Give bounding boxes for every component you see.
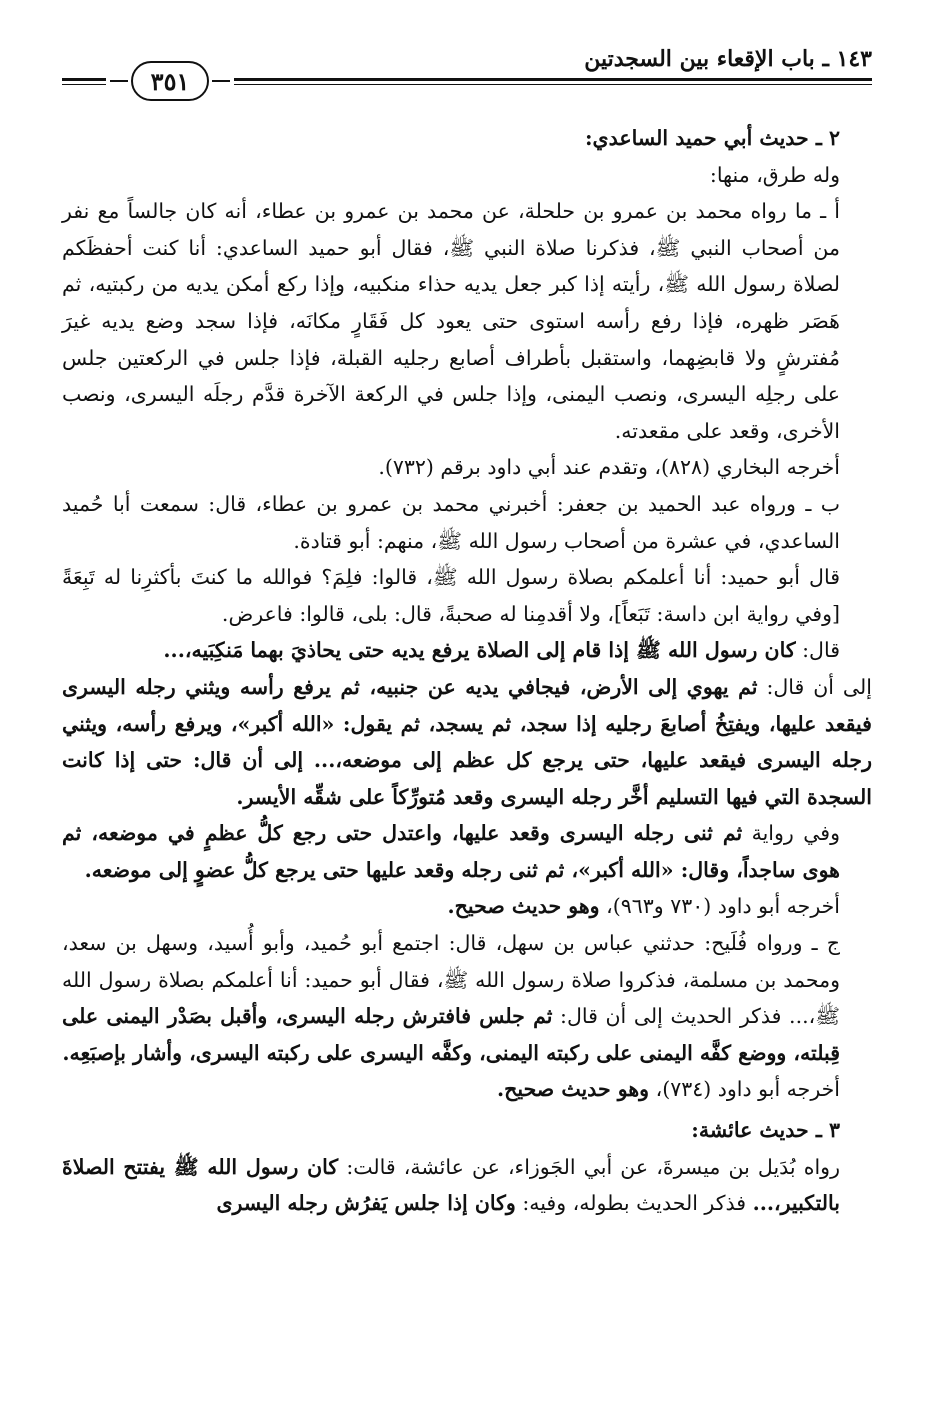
- hadith-text: ثم يهوي إلى الأرض، فيجافي يديه عن جنبيه، ثم يرفع رأسه ويثني رجله اليسرى فيقعد عليها، ويفتِخُ أصابعَ رجليه إذا سجد، ثم يسجد، ثم يقول: «الله أكبر»، ويرفع رأسه، ويثني رجله اليسرى فيقعد عليها، حتى يرجع كل عظم إلى موضعه،... إلى أن قال: حتى إذا كانت السجدة التي فيها التسليم أخَّر رجله اليسرى وقعد مُتورِّكاً على شقِّه الأيسر.: [62, 674, 872, 809]
- grading: وهو حديث صحيح.: [447, 894, 600, 919]
- paragraph: قال أبو حميد: أنا أعلمكم بصلاة رسول الله ﷺ، قالوا: فلِمَ؟ فوالله ما كنتَ بأكثرِنا له تَبِعَةً [وفي رواية ابن داسة: تَبَعاً]، ولا أقدمِنا له صحبةً، قال: بلى، قالوا: فاعرض.: [62, 565, 840, 626]
- hadith-text: وكان إذا جلس يَفرُش رجله اليسرى: [216, 1191, 516, 1216]
- paragraph: [62, 632, 872, 669]
- section-heading: ٢ ـ حديث أبي حميد الساعدي:: [584, 126, 840, 150]
- grading: وهو حديث صحيح.: [497, 1077, 650, 1102]
- section-heading: ٣ ـ حديث عائشة:: [691, 1118, 840, 1143]
- takhrij-line: [62, 1071, 872, 1108]
- takhrij-line: أخرجه البخاري (٨٢٨)، وتقدم عند أبي داود برقم (٧٣٢).: [378, 455, 840, 480]
- chapter-title: ١٤٣ ـ باب الإقعاء بين السجدتين: [584, 46, 872, 72]
- hadith-text: كان رسول الله ﷺ يفتتح الصلاةَ بالتكبير،...: [62, 1154, 840, 1216]
- page-number-badge: [106, 58, 234, 104]
- hadith-text: ثم جلس فافترش رجله اليسرى، وأقبل بصَدْر اليمنى على قِبلته، ووضع كفَّه اليمنى على ركبته اليمنى، وكفَّه اليسرى على ركبته اليسرى، وأشار بإصبَعِه.: [62, 1004, 840, 1065]
- paragraph: أ ـ ما رواه محمد بن عمرو بن حلحلة، عن محمد بن عمرو بن عطاء، أنه كان جالساً مع نفر من أصحاب النبي ﷺ، فذكرنا صلاة النبي ﷺ، فقال أبو حميد الساعدي: أنا كنت أحفظَكم لصلاة رسول الله ﷺ، رأيته إذا كبر جعل يديه حذاء منكبيه، وإذا ركع أمكن يديه من ركبتيه، ثم هَصَر ظهره، فإذا رفع رأسه استوى حتى يعود كل فَقَارٍ مكانَه، فإذا سجد وضع يديه غيرَ مُفترشٍ ولا قابضِهما، واستقبل بأطراف أصابع رجليه القبلة، فإذا جلس في الركعتين جلس على رجلِه اليسرى، ونصب اليمنى، وإذا جلس في الركعة الآخرة قدَّم رجلَه اليسرى، ونصب الأخرى، وقعد على مقعدته.: [62, 199, 840, 443]
- ornament-line-right: [212, 80, 230, 82]
- page-number: ٣٥١: [131, 61, 210, 101]
- page-body: [62, 120, 872, 1222]
- paragraph: ب ـ ورواه عبد الحميد بن جعفر: أخبرني محمد بن عمرو بن عطاء، قال: سمعت أبا حُميد الساعدي، في عشرة من أصحاب رسول الله ﷺ، منهم: أبو قتادة.: [62, 491, 840, 553]
- paragraph: [62, 1149, 872, 1222]
- text-span: إلى أن قال:: [766, 674, 872, 699]
- text-span: رواه بُدَيل بن ميسرةَ، عن أبي الجَوزاء، عن عائشة، قالت:: [346, 1154, 840, 1179]
- paragraph: وله طرق، منها:: [709, 162, 840, 187]
- hadith-text: ثم ثنى رجله اليسرى وقعد عليها، واعتدل حتى رجع كلُّ عظمٍ في موضعه، ثم هوى ساجداً، وقال: «الله أكبر»، ثم ثنى رجله وقعد عليها حتى يرجع كلُّ عضوٍ إلى موضعه.: [62, 821, 840, 882]
- text-span: أخرجه أبو داود (٧٣٤)،: [655, 1077, 840, 1102]
- page-header: [62, 40, 872, 98]
- text-span: وفي رواية: [751, 821, 840, 846]
- takhrij-line: [62, 888, 872, 925]
- book-page: [62, 40, 872, 1385]
- paragraph: [62, 925, 872, 1071]
- text-span: أخرجه أبو داود (٧٣٠ و٩٦٣)،: [606, 894, 840, 919]
- paragraph: [62, 669, 872, 815]
- text-span: فذكر الحديث بطوله، وفيه:: [522, 1191, 747, 1216]
- text-span: قال:: [802, 638, 840, 663]
- text-span: ج ـ ورواه فُلَيح: حدثني عباس بن سهل، قال: اجتمع أبو حُميد، وأبو أُسيد، وسهل بن سعد، ومحمد بن مسلمة، فذكروا صلاة رسول الله ﷺ، فقال أبو حميد: أنا أعلمكم بصلاة رسول الله ﷺ،... فذكر الحديث إلى أن قال:: [62, 931, 840, 1029]
- ornament-line-left: [110, 80, 128, 82]
- hadith-text: كان رسول الله ﷺ إذا قام إلى الصلاة يرفع يديه حتى يحاذيَ بهما مَنكِبَيه،...: [163, 638, 796, 663]
- paragraph: [62, 815, 872, 888]
